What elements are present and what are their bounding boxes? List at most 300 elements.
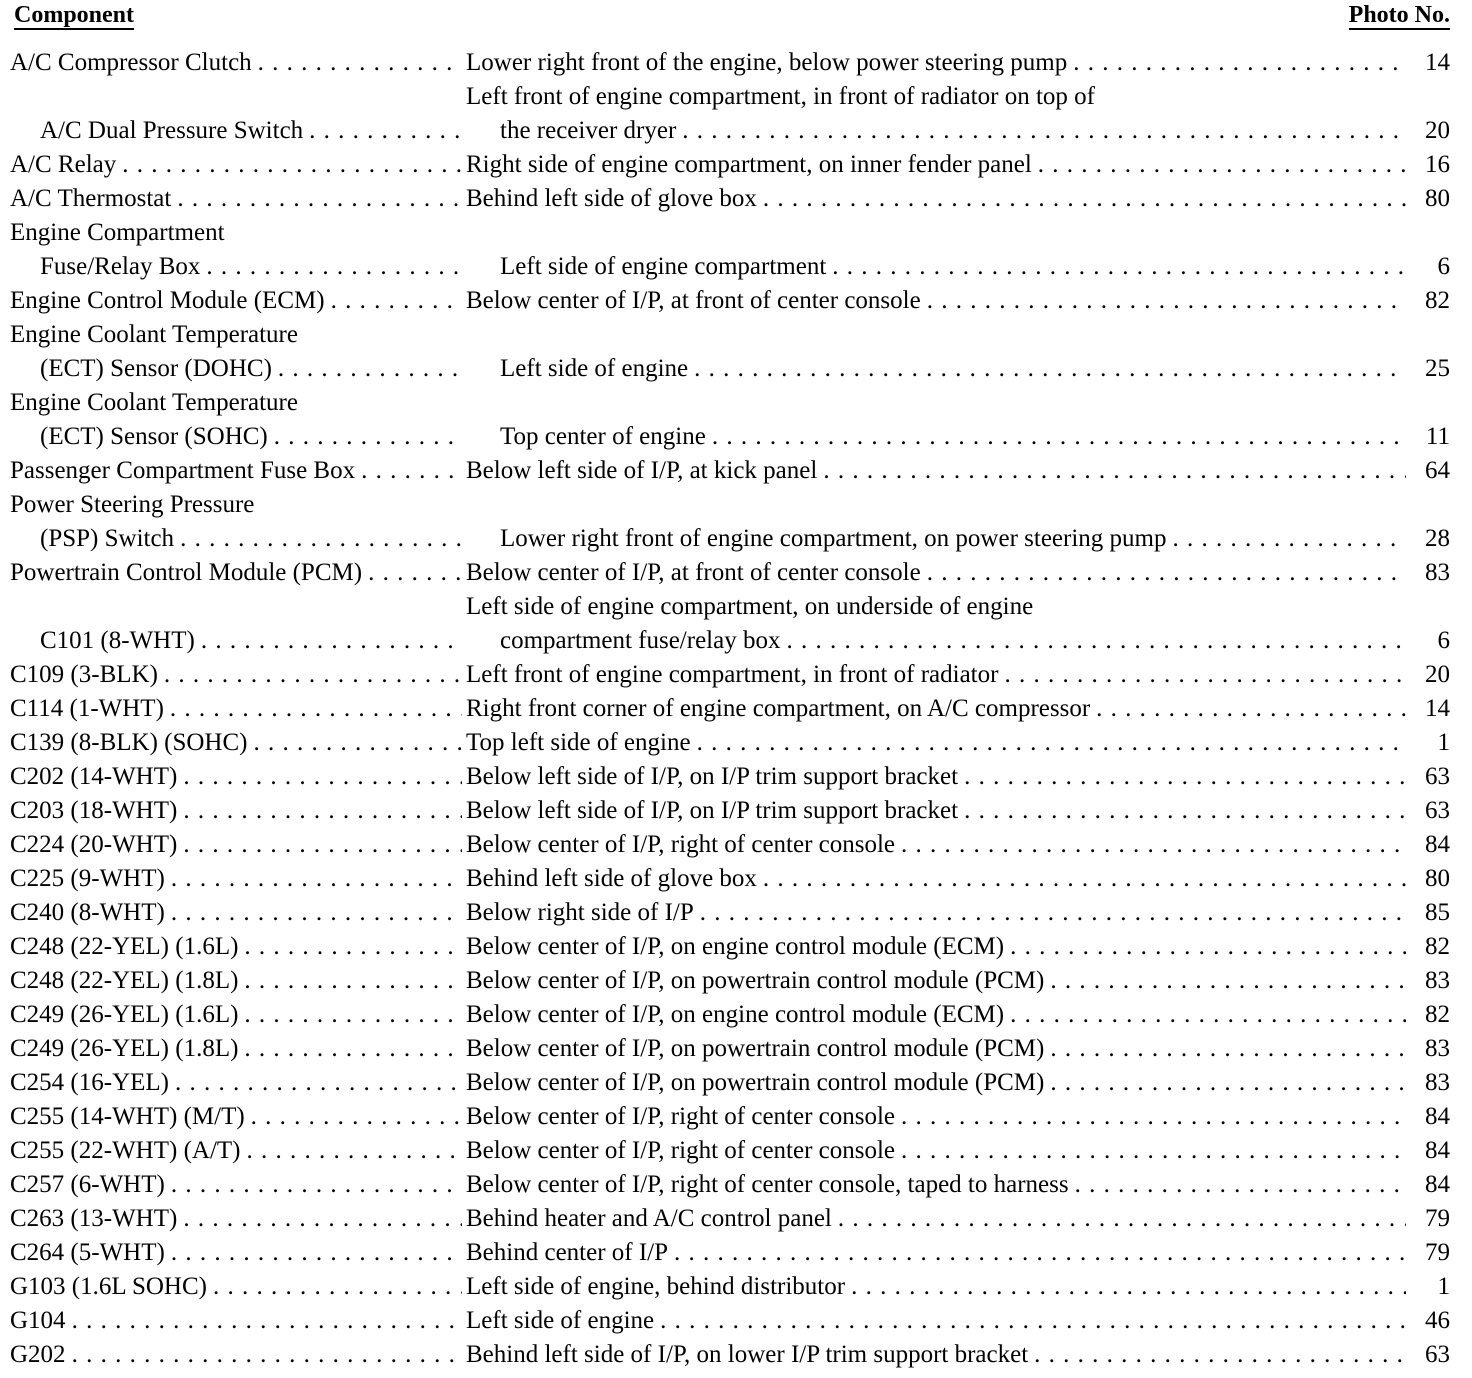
dot-leader <box>694 896 1406 930</box>
component-name: C248 (22-YEL) (1.8L) <box>10 967 239 994</box>
row-line <box>10 998 1450 1032</box>
location-text: Behind heater and A/C control panel <box>466 1205 832 1232</box>
dot-leader <box>174 522 462 556</box>
dot-leader <box>165 896 462 930</box>
dot-leader <box>241 1134 463 1168</box>
location-cell <box>462 794 1406 828</box>
location-cell <box>462 420 1406 454</box>
row-line <box>10 896 1450 930</box>
dot-leader <box>1090 692 1406 726</box>
dot-leader <box>654 1304 1406 1338</box>
location-text: Left side of engine <box>500 355 689 382</box>
dot-leader <box>691 726 1406 760</box>
dot-leader <box>245 1100 462 1134</box>
dot-leader <box>668 1236 1406 1270</box>
dot-leader <box>817 454 1406 488</box>
table-row <box>10 1066 1450 1100</box>
component-name: C101 (8-WHT) <box>40 627 195 654</box>
location-text: Below center of I/P, on engine control module (ECM) <box>466 1001 1005 1028</box>
dot-leader <box>268 420 462 454</box>
table-row <box>10 556 1450 590</box>
row-line <box>10 794 1450 828</box>
photo-number: 6 <box>1437 627 1450 654</box>
photo-number: 82 <box>1425 933 1450 960</box>
component-name: Power Steering Pressure <box>10 491 255 518</box>
dot-leader <box>238 998 462 1032</box>
location-cell <box>462 488 1406 522</box>
location-text: Left side of engine compartment <box>500 253 827 280</box>
row-line <box>10 1270 1450 1304</box>
component-name: C255 (22-WHT) (A/T) <box>10 1137 241 1164</box>
dot-leader <box>1044 1032 1406 1066</box>
component-name: (ECT) Sensor (SOHC) <box>40 423 268 450</box>
dot-leader <box>303 114 462 148</box>
location-cell <box>462 1236 1406 1270</box>
location-cell <box>462 1202 1406 1236</box>
location-text: Below left side of I/P, at kick panel <box>466 457 818 484</box>
component-cell <box>10 352 462 386</box>
table-row <box>10 828 1450 862</box>
component-name: A/C Thermostat <box>10 185 172 212</box>
component-cell <box>10 556 462 590</box>
table-row <box>10 1168 1450 1202</box>
component-cell <box>10 794 462 828</box>
table-row <box>10 284 1450 318</box>
location-cell <box>462 624 1406 658</box>
dot-leader <box>171 182 462 216</box>
location-cell <box>462 930 1406 964</box>
photo-number: 84 <box>1425 1137 1450 1164</box>
component-cell <box>10 420 462 454</box>
location-cell <box>462 760 1406 794</box>
location-text: Below right side of I/P <box>466 899 694 926</box>
table-row <box>10 1100 1450 1134</box>
photo-number: 85 <box>1425 899 1450 926</box>
row-line <box>10 1134 1450 1168</box>
component-cell <box>10 964 462 998</box>
table-header <box>10 0 1450 46</box>
row-line <box>10 522 1450 556</box>
component-name: C263 (13-WHT) <box>10 1205 178 1232</box>
dot-leader <box>1004 998 1406 1032</box>
component-name: A/C Dual Pressure Switch <box>40 117 304 144</box>
dot-leader <box>169 1066 462 1100</box>
component-name: G104 <box>10 1307 66 1334</box>
component-cell <box>10 454 462 488</box>
table-row <box>10 896 1450 930</box>
table-row <box>10 182 1450 216</box>
table-row <box>10 1270 1450 1304</box>
dot-leader <box>1004 930 1406 964</box>
photo-number: 63 <box>1425 763 1450 790</box>
location-text: Left front of engine compartment, in front of radiator <box>466 661 999 688</box>
dot-leader <box>895 1134 1406 1168</box>
location-cell <box>462 692 1406 726</box>
component-name: C139 (8-BLK) (SOHC) <box>10 729 248 756</box>
photo-number: 79 <box>1425 1239 1450 1266</box>
photo-number: 83 <box>1425 559 1450 586</box>
location-cell <box>462 522 1406 556</box>
component-cell <box>10 1202 462 1236</box>
photo-number: 84 <box>1425 831 1450 858</box>
location-cell <box>462 182 1406 216</box>
component-name: A/C Compressor Clutch <box>10 49 252 76</box>
dot-leader <box>177 1202 462 1236</box>
location-cell <box>462 114 1406 148</box>
location-cell <box>462 80 1406 114</box>
photo-number: 11 <box>1425 423 1450 450</box>
component-name: C264 (5-WHT) <box>10 1239 165 1266</box>
photo-number: 25 <box>1425 355 1450 382</box>
table-row <box>10 1338 1450 1372</box>
location-text: Below left side of I/P, on I/P trim support bracket <box>466 763 959 790</box>
location-text: Below center of I/P, on powertrain control module (PCM) <box>466 967 1045 994</box>
table-row <box>10 1236 1450 1270</box>
component-name: Fuse/Relay Box <box>40 253 201 280</box>
dot-leader <box>1044 1066 1406 1100</box>
row-line <box>10 454 1450 488</box>
location-cell <box>462 998 1406 1032</box>
component-name: Engine Coolant Temperature <box>10 389 298 416</box>
dot-leader <box>832 1202 1406 1236</box>
dot-leader <box>116 148 462 182</box>
location-text: the receiver dryer <box>500 117 677 144</box>
location-cell <box>462 386 1406 420</box>
component-cell <box>10 1100 462 1134</box>
component-cell <box>10 896 462 930</box>
location-text: Behind left side of I/P, on lower I/P trim support bracket <box>466 1341 1029 1368</box>
row-line <box>10 1066 1450 1100</box>
photo-number: 79 <box>1425 1205 1450 1232</box>
component-name: C249 (26-YEL) (1.6L) <box>10 1001 239 1028</box>
dot-leader <box>958 794 1406 828</box>
dot-leader <box>1044 964 1406 998</box>
location-cell <box>462 1168 1406 1202</box>
photo-number <box>1406 590 1450 624</box>
location-text: Top center of engine <box>500 423 706 450</box>
photo-number: 82 <box>1425 1001 1450 1028</box>
row-line <box>10 590 1450 624</box>
photo-number <box>1406 488 1450 522</box>
photo-number: 63 <box>1425 797 1450 824</box>
dot-leader <box>845 1270 1406 1304</box>
table-row <box>10 726 1450 760</box>
photo-number: 82 <box>1425 287 1450 314</box>
row-line <box>10 352 1450 386</box>
row-line <box>10 46 1450 80</box>
photo-number: 1 <box>1437 729 1450 756</box>
dot-leader <box>895 1100 1406 1134</box>
location-cell <box>462 454 1406 488</box>
location-cell <box>462 1066 1406 1100</box>
location-cell <box>462 1270 1406 1304</box>
location-cell <box>462 1134 1406 1168</box>
component-name: A/C Relay <box>10 151 117 178</box>
component-name: C109 (3-BLK) <box>10 661 158 688</box>
photo-number: 64 <box>1425 457 1450 484</box>
location-text: Below center of I/P, at front of center console <box>466 559 921 586</box>
table-row <box>10 658 1450 692</box>
location-cell <box>462 216 1406 250</box>
dot-leader <box>688 352 1406 386</box>
photo-column-header: Photo No. <box>1348 2 1450 28</box>
location-text: Below left side of I/P, on I/P trim support bracket <box>466 797 959 824</box>
component-cell <box>10 590 462 624</box>
location-text: Below center of I/P, right of center console <box>466 831 896 858</box>
row-line <box>10 318 1450 352</box>
dot-leader <box>895 828 1406 862</box>
dot-leader <box>1166 522 1406 556</box>
photo-number: 83 <box>1425 1069 1450 1096</box>
dot-leader <box>207 1270 462 1304</box>
location-text: Behind left side of glove box <box>466 865 757 892</box>
component-cell <box>10 148 462 182</box>
table-row <box>10 1134 1450 1168</box>
photo-number: 14 <box>1425 695 1450 722</box>
photo-number <box>1406 386 1450 420</box>
location-text: Below center of I/P, right of center console <box>466 1137 896 1164</box>
dot-leader <box>165 1168 462 1202</box>
component-name: (PSP) Switch <box>40 525 175 552</box>
photo-number: 83 <box>1425 967 1450 994</box>
location-cell <box>462 318 1406 352</box>
dot-leader <box>248 726 463 760</box>
table-row <box>10 454 1450 488</box>
dot-leader <box>921 556 1406 590</box>
photo-number <box>1406 216 1450 250</box>
location-text: Lower right front of engine compartment, on power steering pump <box>500 525 1167 552</box>
row-line <box>10 250 1450 284</box>
location-cell <box>462 726 1406 760</box>
row-line <box>10 1338 1450 1372</box>
row-line <box>10 148 1450 182</box>
dot-leader <box>272 352 462 386</box>
location-cell <box>462 556 1406 590</box>
location-text: Below center of I/P, right of center console, taped to harness <box>466 1171 1069 1198</box>
location-cell <box>462 1032 1406 1066</box>
row-line <box>10 80 1450 114</box>
location-cell <box>462 862 1406 896</box>
dot-leader <box>706 420 1406 454</box>
location-cell <box>462 1100 1406 1134</box>
photo-number: 16 <box>1425 151 1450 178</box>
location-text: Lower right front of the engine, below power steering pump <box>466 49 1068 76</box>
component-cell <box>10 1134 462 1168</box>
table-row <box>10 80 1450 148</box>
component-cell <box>10 216 462 250</box>
photo-number: 28 <box>1425 525 1450 552</box>
component-name: C254 (16-YEL) <box>10 1069 169 1096</box>
location-text: compartment fuse/relay box <box>500 627 781 654</box>
table-row <box>10 148 1450 182</box>
dot-leader <box>355 454 462 488</box>
component-name: (ECT) Sensor (DOHC) <box>40 355 272 382</box>
photo-number: 6 <box>1437 253 1450 280</box>
dot-leader <box>958 760 1406 794</box>
component-cell <box>10 862 462 896</box>
photo-number: 83 <box>1425 1035 1450 1062</box>
row-line <box>10 556 1450 590</box>
row-line <box>10 726 1450 760</box>
component-cell <box>10 726 462 760</box>
component-name: C114 (1-WHT) <box>10 695 164 722</box>
dot-leader <box>238 1032 462 1066</box>
dot-leader <box>66 1304 462 1338</box>
component-name: C202 (14-WHT) <box>10 763 178 790</box>
component-cell <box>10 930 462 964</box>
dot-leader <box>325 284 462 318</box>
location-cell <box>462 1304 1406 1338</box>
dot-leader <box>780 624 1406 658</box>
component-cell <box>10 1236 462 1270</box>
dot-leader <box>165 862 462 896</box>
dot-leader <box>177 760 462 794</box>
location-cell <box>462 964 1406 998</box>
table-row <box>10 318 1450 386</box>
table-row <box>10 1202 1450 1236</box>
photo-number: 1 <box>1437 1273 1450 1300</box>
table-row <box>10 794 1450 828</box>
photo-number: 20 <box>1425 117 1450 144</box>
row-line <box>10 420 1450 454</box>
component-cell <box>10 1032 462 1066</box>
location-text: Below center of I/P, on engine control module (ECM) <box>466 933 1005 960</box>
component-cell <box>10 114 462 148</box>
component-name: C203 (18-WHT) <box>10 797 178 824</box>
location-text: Left front of engine compartment, in front of radiator on top of <box>466 83 1095 110</box>
location-cell <box>462 828 1406 862</box>
table-row <box>10 760 1450 794</box>
location-text: Left side of engine <box>466 1307 655 1334</box>
table-row <box>10 998 1450 1032</box>
dot-leader <box>921 284 1406 318</box>
component-cell <box>10 1338 462 1372</box>
component-cell <box>10 80 462 114</box>
component-name: Engine Coolant Temperature <box>10 321 298 348</box>
row-line <box>10 1032 1450 1066</box>
location-text: Top left side of engine <box>466 729 691 756</box>
photo-number <box>1406 80 1450 114</box>
component-cell <box>10 998 462 1032</box>
dot-leader <box>1028 1338 1406 1372</box>
location-text: Left side of engine compartment, on underside of engine <box>466 593 1034 620</box>
location-cell <box>462 1338 1406 1372</box>
dot-leader <box>164 692 462 726</box>
component-cell <box>10 624 462 658</box>
table-row <box>10 692 1450 726</box>
component-cell <box>10 828 462 862</box>
component-name: C257 (6-WHT) <box>10 1171 165 1198</box>
dot-leader <box>1067 46 1406 80</box>
row-line <box>10 964 1450 998</box>
table-row <box>10 46 1450 80</box>
component-cell <box>10 692 462 726</box>
photo-number: 46 <box>1425 1307 1450 1334</box>
dot-leader <box>826 250 1406 284</box>
location-cell <box>462 250 1406 284</box>
component-cell <box>10 522 462 556</box>
component-cell <box>10 318 462 352</box>
row-line <box>10 692 1450 726</box>
component-name: C248 (22-YEL) (1.6L) <box>10 933 239 960</box>
location-cell <box>462 148 1406 182</box>
component-name: C240 (8-WHT) <box>10 899 165 926</box>
component-cell <box>10 488 462 522</box>
component-cell <box>10 658 462 692</box>
component-name: Engine Compartment <box>10 219 225 246</box>
table-row <box>10 1304 1450 1338</box>
component-cell <box>10 1168 462 1202</box>
photo-number: 84 <box>1425 1103 1450 1130</box>
location-text: Below center of I/P, right of center console <box>466 1103 896 1130</box>
row-line <box>10 1202 1450 1236</box>
location-cell <box>462 352 1406 386</box>
location-text: Left side of engine, behind distributor <box>466 1273 846 1300</box>
location-cell <box>462 46 1406 80</box>
row-line <box>10 930 1450 964</box>
location-text: Below center of I/P, on powertrain control module (PCM) <box>466 1069 1045 1096</box>
row-line <box>10 1168 1450 1202</box>
table-row <box>10 590 1450 658</box>
photo-number: 20 <box>1425 661 1450 688</box>
table-row <box>10 216 1450 284</box>
dot-leader <box>200 250 462 284</box>
row-line <box>10 488 1450 522</box>
component-column-header: Component <box>14 2 135 28</box>
component-cell <box>10 1066 462 1100</box>
location-text: Right front corner of engine compartment, on A/C compressor <box>466 695 1091 722</box>
row-line <box>10 386 1450 420</box>
table-row <box>10 488 1450 556</box>
row-line <box>10 1236 1450 1270</box>
location-text: Behind center of I/P <box>466 1239 669 1266</box>
dot-leader <box>66 1338 462 1372</box>
photo-number <box>1406 318 1450 352</box>
photo-number: 63 <box>1425 1341 1450 1368</box>
dot-leader <box>238 964 462 998</box>
photo-number: 80 <box>1425 185 1450 212</box>
component-name: Powertrain Control Module (PCM) <box>10 559 363 586</box>
location-text: Right side of engine compartment, on inner fender panel <box>466 151 1032 178</box>
dot-leader <box>757 182 1406 216</box>
row-line <box>10 1304 1450 1338</box>
row-line <box>10 828 1450 862</box>
component-cell <box>10 1304 462 1338</box>
component-name: C249 (26-YEL) (1.8L) <box>10 1035 239 1062</box>
row-line <box>10 284 1450 318</box>
component-cell <box>10 386 462 420</box>
table-row <box>10 930 1450 964</box>
row-line <box>10 114 1450 148</box>
component-cell <box>10 46 462 80</box>
component-cell <box>10 182 462 216</box>
dot-leader <box>238 930 462 964</box>
row-line <box>10 182 1450 216</box>
row-line <box>10 1100 1450 1134</box>
row-line <box>10 216 1450 250</box>
photo-number: 84 <box>1425 1171 1450 1198</box>
row-line <box>10 862 1450 896</box>
location-cell <box>462 284 1406 318</box>
dot-leader <box>1069 1168 1406 1202</box>
dot-leader <box>757 862 1406 896</box>
component-cell <box>10 1270 462 1304</box>
photo-number: 80 <box>1425 865 1450 892</box>
dot-leader <box>158 658 462 692</box>
location-text: Below center of I/P, on powertrain control module (PCM) <box>466 1035 1045 1062</box>
location-cell <box>462 658 1406 692</box>
component-name: C255 (14-WHT) (M/T) <box>10 1103 245 1130</box>
